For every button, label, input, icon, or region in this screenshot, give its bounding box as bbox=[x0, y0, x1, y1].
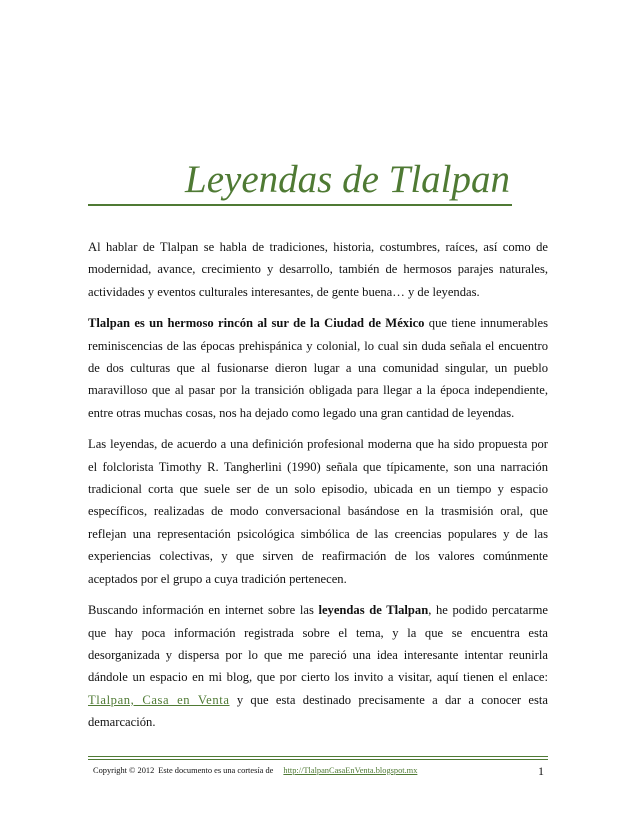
title-underline bbox=[88, 204, 512, 206]
document-body bbox=[88, 236, 548, 743]
paragraph-search-end: y que esta destinado precisamente a dar a conocer esta demarcación. bbox=[88, 692, 548, 730]
page-footer bbox=[88, 762, 548, 780]
paragraph-search-start: Buscando información en internet sobre las bbox=[88, 603, 319, 618]
footer-divider-top bbox=[88, 756, 548, 757]
paragraph-tlalpan-bold: Tlalpan es un hermoso rincón al sur de la Ciudad de México bbox=[88, 316, 425, 331]
footer-url-link[interactable]: http://TlalpanCasaEnVenta.blogspot.mx bbox=[283, 766, 418, 775]
blog-link[interactable]: Tlalpan, Casa en Venta bbox=[88, 692, 230, 707]
paragraph-tlalpan bbox=[88, 312, 548, 424]
paragraph-definition-text: Las leyendas, de acuerdo a una definición profesional moderna que ha sido propuesta por el folclorista Timothy R. Tangherlini (1990) señala que típicamente, son una narración tradicional corta que suele ser de un solo episodio, ubicada en un tiempo y espacio específicos, realizadas de modo conversacional basándose en la trasmisión oral, que reflejan una representación psicológica simbólica de las creencias populares y de las experiencias colectivas, y que sirven de reafirmación de los valores comúnmente aceptados por el grupo a cuya tradición pertenecen. bbox=[88, 437, 548, 586]
paragraph-search-mid: , he podido percatarme que hay poca información registrada sobre el tema, y la que se encuentra esta desorganizada y dispersa por lo que me pareció una idea interesante intentar reunirla dándole un espacio en mi blog, que por cierto los invito a visitar, aquí tienen el enlace: bbox=[88, 603, 548, 685]
footer-divider-bottom bbox=[88, 759, 548, 760]
paragraph-intro-text: Al hablar de Tlalpan se habla de tradiciones, historia, costumbres, raíces, así como de modernidad, avance, crecimiento y desarrollo, también de hermosos parajes naturales, actividades y eventos culturales interesantes, de gente buena… y de leyendas. bbox=[88, 240, 548, 299]
page-number: 1 bbox=[538, 764, 544, 778]
page-title: Leyendas de Tlalpan bbox=[185, 158, 510, 201]
paragraph-definition bbox=[88, 433, 548, 590]
paragraph-tlalpan-text: que tiene innumerables reminiscencias de las épocas prehispánica y colonial, lo cual sin duda señala el encuentro de dos culturas que al fusionarse dieron lugar a una comunidad singular, un pueblo maravilloso que al pasar por la transición obligada para llegar a la época independiente, entre otras muchas cosas, nos ha dejado como legado una gran cantidad de leyendas. bbox=[88, 316, 548, 420]
paragraph-intro bbox=[88, 236, 548, 303]
title-block bbox=[88, 158, 512, 206]
paragraph-search bbox=[88, 599, 548, 733]
footer-copyright: Copyright © 2012 bbox=[93, 766, 155, 775]
paragraph-search-bold: leyendas de Tlalpan bbox=[318, 603, 429, 618]
footer-courtesy: Este documento es una cortesía de bbox=[158, 766, 274, 775]
